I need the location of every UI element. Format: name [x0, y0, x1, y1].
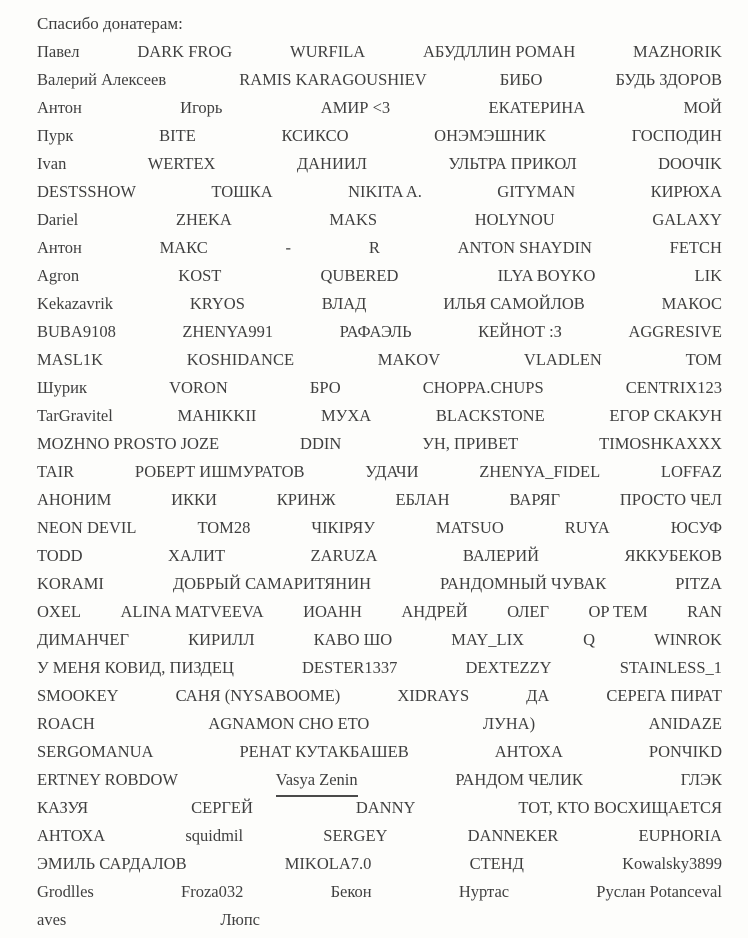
- donor-name: TAIR: [37, 462, 75, 481]
- donor-name: DARK FROG: [137, 42, 233, 61]
- donor-name: ДА: [526, 686, 550, 705]
- donor-name: BLACKSTONE: [435, 406, 545, 425]
- donor-name: У МЕНЯ КОВИД, ПИЗДЕЦ: [37, 658, 234, 677]
- donor-name: SERGEY: [323, 826, 388, 845]
- donor-name: GITYMAN: [497, 182, 576, 201]
- donor-name: CHOPPA.CHUPS: [422, 378, 544, 397]
- donor-name: АНТОХА: [37, 826, 106, 845]
- donor-name: Kowalsky3899: [622, 854, 722, 873]
- donor-row: [37, 850, 722, 878]
- donor-name: TOM: [685, 350, 722, 369]
- donor-name: DANNEKER: [467, 826, 559, 845]
- donor-name: МОЙ: [683, 98, 722, 117]
- donor-row: [37, 66, 722, 94]
- donor-row: [37, 542, 722, 570]
- donor-name: ПРОСТО ЧЕЛ: [619, 490, 722, 509]
- donor-name: PONЧIKD: [648, 742, 722, 761]
- donor-name: МУХА: [321, 406, 372, 425]
- donor-name: ХАЛИТ: [168, 546, 226, 565]
- donor-name: SERGOMANUA: [37, 742, 154, 761]
- donor-name: Kekazavrik: [37, 294, 114, 313]
- donor-name: OXEL: [37, 602, 81, 621]
- donor-name: CENTRIX123: [625, 378, 722, 397]
- donor-name: ЭМИЛЬ САРДАЛОВ: [37, 854, 187, 873]
- donor-row: [37, 318, 722, 346]
- donor-link[interactable]: Vasya Zenin: [276, 766, 358, 797]
- donor-name: Бекон: [330, 882, 372, 901]
- donor-row: [37, 178, 722, 206]
- donor-name: СТЕНД: [469, 854, 524, 873]
- donor-name: RUYA: [564, 518, 610, 537]
- donor-name: BUBA9108: [37, 322, 116, 341]
- donor-name: MASL1K: [37, 350, 104, 369]
- donor-name: MAHIKKII: [177, 406, 257, 425]
- donor-name: WURFILA: [290, 42, 366, 61]
- donor-name: Froza032: [181, 882, 244, 901]
- donor-list: [37, 38, 722, 934]
- donor-row: [37, 738, 722, 766]
- donor-name: Павел: [37, 42, 80, 61]
- donor-row: [37, 206, 722, 234]
- donor-row: [37, 234, 722, 262]
- donor-name: ВЛАД: [321, 294, 367, 313]
- donor-row: [37, 906, 722, 934]
- donor-row: [37, 458, 722, 486]
- donor-name: КАЗУЯ: [37, 798, 89, 817]
- donor-name: КСИКСО: [281, 126, 349, 145]
- donor-name: WERTEX: [147, 154, 216, 173]
- donor-name: Нуртас: [458, 882, 510, 901]
- donor-name: KRYOS: [189, 294, 245, 313]
- donor-name: ВАЛЕРИЙ: [462, 546, 540, 565]
- donor-row: [37, 402, 722, 430]
- donor-name: VLADLEN: [523, 350, 602, 369]
- donor-name: DANNY: [355, 798, 416, 817]
- donor-name: ДИМАНЧЕГ: [37, 630, 130, 649]
- donor-name: ИЛЬЯ САМОЙЛОВ: [443, 294, 585, 313]
- donor-name: QUBERED: [320, 266, 399, 285]
- donor-name: RAN: [687, 602, 722, 621]
- donor-name: DEXTEZZY: [465, 658, 552, 677]
- donor-name: ZARUZA: [310, 546, 378, 565]
- donor-name: КЕЙНОТ :З: [478, 322, 562, 341]
- donor-row: [37, 570, 722, 598]
- donor-name: aves: [37, 910, 67, 929]
- donor-name: АМИР <3: [320, 98, 391, 117]
- donor-name: Шурик: [37, 378, 87, 397]
- donor-name: squidmil: [185, 826, 244, 845]
- donor-name: САНЯ (NYSABOOME): [175, 686, 341, 705]
- donor-name: Dariel: [37, 210, 79, 229]
- donor-row: [37, 654, 722, 682]
- donor-name: УДАЧИ: [365, 462, 419, 481]
- donor-name: LIK: [694, 266, 722, 285]
- donor-name: ANTON SHAYDIN: [457, 238, 592, 257]
- donor-name: ROACH: [37, 714, 95, 733]
- donor-name: XIDRAYS: [397, 686, 470, 705]
- donor-name: РЕНАТ КУТАКБАШЕВ: [239, 742, 409, 761]
- donor-name: ЕКАТЕРИНА: [488, 98, 586, 117]
- donor-name: ВАРЯГ: [509, 490, 561, 509]
- donor-name: ЕГОР СКАКУН: [609, 406, 722, 425]
- donor-row: [37, 514, 722, 542]
- donor-name: KOSHIDANCE: [186, 350, 295, 369]
- donor-name: МАКОС: [661, 294, 722, 313]
- donor-name: MAY_LIX: [451, 630, 525, 649]
- donor-name: АНДРЕЙ: [401, 602, 468, 621]
- donor-name: УН, ПРИВЕТ: [422, 434, 519, 453]
- donor-name: HOLYNOU: [474, 210, 555, 229]
- donor-name: AGGRESIVE: [628, 322, 722, 341]
- donor-name: ГЛЭК: [680, 770, 722, 789]
- donor-name: KOST: [178, 266, 222, 285]
- donor-name: R: [368, 238, 380, 257]
- donor-name: Антон: [37, 238, 82, 257]
- donor-row: [37, 486, 722, 514]
- donor-row: [37, 346, 722, 374]
- donor-name: УЛЬТРА ПРИКОЛ: [448, 154, 577, 173]
- donor-name: ALINA MATVEEVA: [120, 602, 264, 621]
- donor-name: БИБО: [499, 70, 543, 89]
- donor-name: ANIDAZE: [648, 714, 722, 733]
- donor-name: ИОАНН: [303, 602, 362, 621]
- donor-name: ЛУНА): [482, 714, 536, 733]
- page-title: Спасибо донатерам:: [37, 14, 183, 33]
- donor-name: DESTER1337: [302, 658, 398, 677]
- donor-name: Grodlles: [37, 882, 94, 901]
- donor-name: ILYA BOYKO: [497, 266, 596, 285]
- donor-name: FETCH: [669, 238, 722, 257]
- donor-name: РОБЕРТ ИШМУРАТОВ: [134, 462, 305, 481]
- donor-name: АНТОХА: [494, 742, 563, 761]
- donor-name: DDIN: [300, 434, 342, 453]
- donor-name: АБУДЛЛИН РОМАН: [423, 42, 576, 61]
- donor-name: MATSUO: [435, 518, 504, 537]
- donor-name: ZHEKA: [175, 210, 232, 229]
- donor-name: ОЛЕГ: [507, 602, 550, 621]
- donor-name: Руслан Potanceval: [596, 882, 722, 901]
- donor-row: [37, 430, 722, 458]
- donor-name: -: [285, 238, 292, 257]
- donor-name: ЯККУБЕКОВ: [624, 546, 722, 565]
- donor-name: КАВО ШО: [313, 630, 393, 649]
- donor-row: [37, 626, 722, 654]
- donor-name: NEON DEVIL: [37, 518, 137, 537]
- donor-name: КРИНЖ: [276, 490, 336, 509]
- donor-name: ИККИ: [171, 490, 217, 509]
- donor-name: DESTSSHOW: [37, 182, 137, 201]
- donor-name: TarGravitel: [37, 406, 113, 425]
- donor-name: Agron: [37, 266, 80, 285]
- donor-name: Антон: [37, 98, 82, 117]
- donor-name: MAKS: [329, 210, 378, 229]
- donor-name: ОНЭМЭШНИК: [434, 126, 546, 145]
- donor-name: ДАНИИЛ: [296, 154, 367, 173]
- donor-name: ЧIКIРЯУ: [311, 518, 375, 537]
- donor-name: KORAMI: [37, 574, 104, 593]
- donor-name: Игорь: [180, 98, 223, 117]
- donor-name: OP TEM: [588, 602, 648, 621]
- donor-name: Пурк: [37, 126, 74, 145]
- donor-name: SMOOKEY: [37, 686, 119, 705]
- donor-name: MIKOLA7.0: [284, 854, 372, 873]
- donor-name: РАНДОМ ЧЕЛИК: [455, 770, 583, 789]
- donor-name: БУДЬ ЗДОРОВ: [615, 70, 722, 89]
- donor-name: СЕРГЕЙ: [191, 798, 253, 817]
- donor-name: VORON: [169, 378, 228, 397]
- donor-name: РАНДОМНЫЙ ЧУВАК: [439, 574, 607, 593]
- donor-row: [37, 766, 722, 794]
- donor-row: [37, 822, 722, 850]
- donor-name: BITE: [159, 126, 196, 145]
- donor-name: MAKOV: [377, 350, 441, 369]
- donor-name: Q: [583, 630, 596, 649]
- donor-name: GALAXY: [652, 210, 722, 229]
- donor-name: ZHENYA991: [182, 322, 274, 341]
- donor-name: МАКС: [159, 238, 208, 257]
- donor-name: TOM28: [197, 518, 251, 537]
- donor-row: [37, 878, 722, 906]
- donor-name: РАФАЭЛЬ: [339, 322, 412, 341]
- donor-name: MOZHNO PROSTO JOZE: [37, 434, 220, 453]
- donor-name: ТОТ, КТО ВОСХИЩАЕТСЯ: [518, 798, 722, 817]
- donor-name: MAZHORIK: [633, 42, 722, 61]
- donor-name: Люпс: [220, 910, 260, 929]
- donor-name: СЕРЕГА ПИРАТ: [606, 686, 722, 705]
- donor-name: AGNAMON CHO ETO: [208, 714, 370, 733]
- donor-row: [37, 150, 722, 178]
- donor-row: [37, 38, 722, 66]
- donor-name: WINROK: [654, 630, 722, 649]
- donor-name: TODD: [37, 546, 83, 565]
- donor-name: ДОБРЫЙ САМАРИТЯНИН: [172, 574, 372, 593]
- donor-row: [37, 290, 722, 318]
- donor-name: ЕБЛАН: [395, 490, 450, 509]
- donor-name: КИРЮХА: [650, 182, 722, 201]
- donor-name: ТОШКА: [211, 182, 273, 201]
- donor-row: [37, 710, 722, 738]
- donor-row: [37, 598, 722, 626]
- donor-name: TIMOSHKAXXX: [599, 434, 722, 453]
- donor-row: [37, 682, 722, 710]
- donor-name: LOFFAZ: [660, 462, 722, 481]
- donor-name: PITZA: [675, 574, 722, 593]
- donor-row: [37, 94, 722, 122]
- donor-name: STAINLESS_1: [619, 658, 722, 677]
- donor-row: [37, 122, 722, 150]
- donor-name: АНОНИМ: [37, 490, 112, 509]
- donor-name: DOOЧIK: [658, 154, 722, 173]
- donor-row: [37, 374, 722, 402]
- donor-name: КИРИЛЛ: [188, 630, 255, 649]
- donor-name: ЮСУФ: [670, 518, 722, 537]
- donor-name: NIKITA A.: [348, 182, 422, 201]
- donor-name: ZHENYA_FIDEL: [479, 462, 601, 481]
- donor-name: ERTNEY ROBDOW: [37, 770, 178, 789]
- donor-name: EUPHORIA: [638, 826, 722, 845]
- donor-row: [37, 262, 722, 290]
- donor-name: ГОСПОДИН: [631, 126, 722, 145]
- donor-row: [37, 794, 722, 822]
- donor-name: БРО: [309, 378, 341, 397]
- donor-name: RAMIS KARAGOUSHIEV: [239, 70, 427, 89]
- donor-name: Ivan: [37, 154, 67, 173]
- donor-name: Валерий Алексеев: [37, 70, 167, 89]
